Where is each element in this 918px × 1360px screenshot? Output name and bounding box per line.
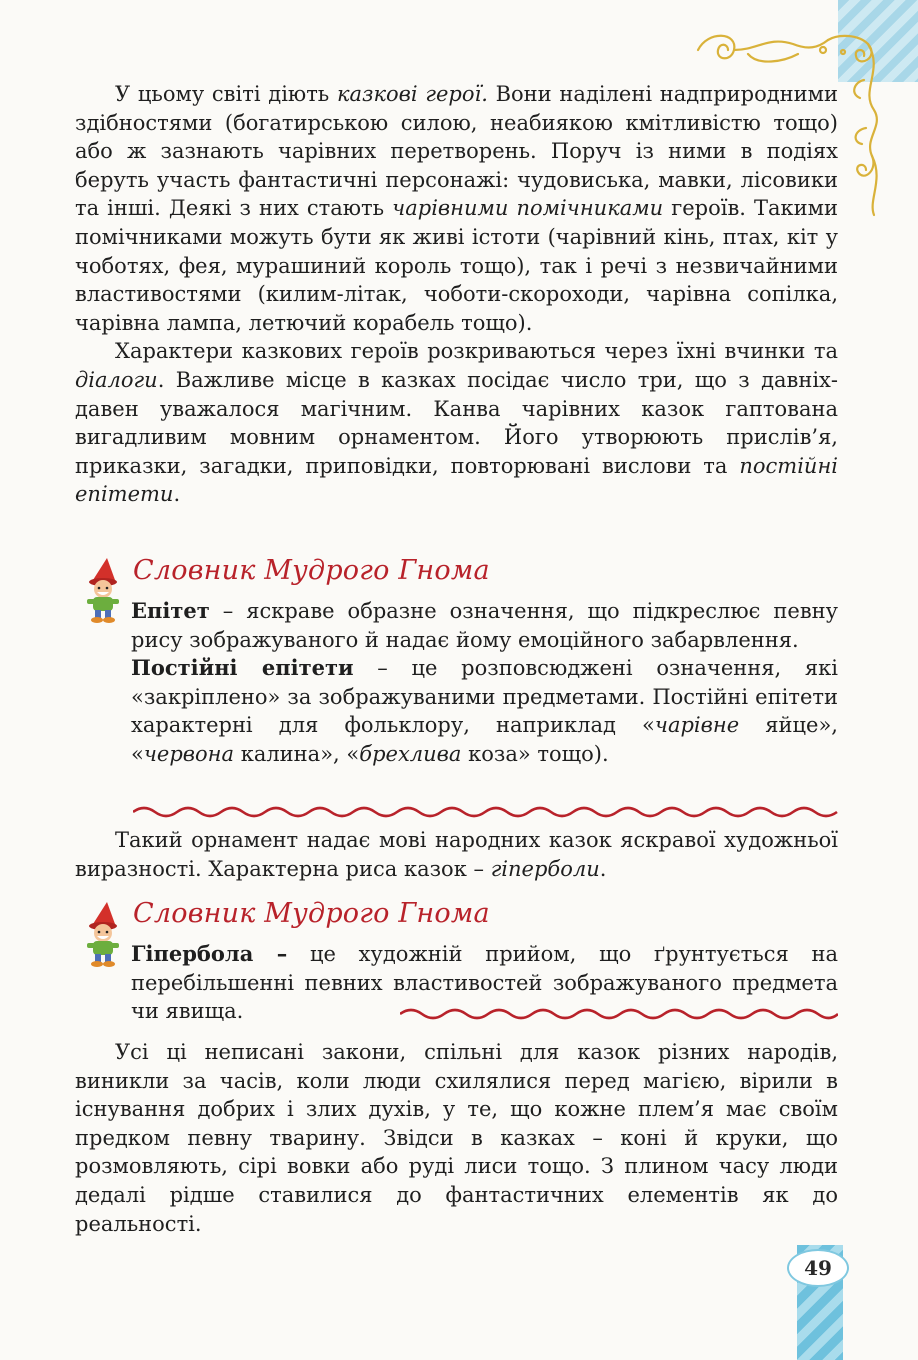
page-number: 49 xyxy=(787,1249,849,1287)
dictionary-heading: Словник Мудрого Гнома xyxy=(133,898,490,929)
text-span: Усі ці неписані закони, спільні для казок різних народів, виникли за часів, коли люди схилялися перед магією, вірили в існування добрих і злих духів, у те, що кожне плем’я має своїм предком певну тварину. Звідси в казках – коні й круки, що розмовляють, сірі вовки або руді лиси тощо. З плином часу люди дедалі рідше ставилися до фантастичних елементів як до реальності. xyxy=(75,1040,838,1236)
paragraph-heroes xyxy=(75,80,838,337)
definition-text: – це розповсюджені означення, які «закріплено» за зображуваними предметами. Постійні епітети характерні для фольклору, наприклад « xyxy=(131,656,838,738)
definition-epithet xyxy=(131,597,838,654)
definition-text: яйце», « xyxy=(131,713,838,766)
definition-text: – яскраве образне означення, що підкреслює певну рису зображуваного й надає йому емоційного забарвлення. xyxy=(131,599,838,652)
text-span: Вони наділені надприродними здібностями (богатирською силою, неабиякою кмітливістю тощо) або ж зазнають чарівних перетворень. Поруч із ними в подіях беруть участь фантастичні персонажі: чудовиська, мавки, лісовики та інші. Деякі з них стають xyxy=(75,82,838,221)
ornament-text xyxy=(75,826,838,883)
dictionary-entries xyxy=(131,597,838,769)
intro-text xyxy=(75,80,838,509)
gnome-icon xyxy=(79,902,127,968)
italic-term: брехлива xyxy=(359,741,462,766)
italic-term: постійні епітети xyxy=(75,453,838,507)
text-span: У цьому світі діють xyxy=(115,82,337,106)
text-span: . xyxy=(599,856,607,881)
italic-term: червона xyxy=(143,741,235,766)
paragraph-unwritten-laws xyxy=(75,1038,838,1238)
text-span: . Важливе місце в казках посідає число три, що з давніх-давен уважалося магічним. Канва чарівних казок гаптована вигадливим мовним орнаментом. Його утворюють прислів’я, приказки, загадки, приповідки, повторювані вислови та xyxy=(75,367,838,478)
text-span: Характери казкових героїв розкриваються через їхні вчинки та xyxy=(115,339,838,364)
closing-text xyxy=(75,1038,838,1238)
text-span: Такий орнамент надає мові народних казок яскравої художньої виразності. Характерна риса казок – xyxy=(75,828,838,881)
dictionary-heading: Словник Мудрого Гнома xyxy=(133,555,490,586)
wavy-divider xyxy=(400,1006,838,1022)
paragraph-ornament xyxy=(75,826,838,883)
italic-term: чарівне xyxy=(654,713,740,738)
italic-term: гіперболи xyxy=(490,856,600,881)
italic-term: казкові герої. xyxy=(336,82,488,106)
definition-text: це художній прийом, що ґрунтується на перебільшенні певних властивостей зображуваного предмета чи явища. xyxy=(131,942,838,1024)
term: Постійні епітети xyxy=(131,655,354,681)
definition-text: коза» тощо). xyxy=(461,741,609,766)
definition-text: калина», « xyxy=(234,741,360,766)
paragraph-characters xyxy=(75,337,838,509)
gnome-icon xyxy=(79,558,127,624)
text-span: . xyxy=(173,482,181,507)
italic-term: чарівними помічниками xyxy=(392,196,664,221)
term: Гіпербола – xyxy=(131,941,288,966)
wavy-divider xyxy=(133,804,838,820)
text-span: героїв. Такими помічниками можуть бути як живі істоти (чарівний кінь, птах, кіт у чоботях, фея, мурашиний король тощо), так і речі з незвичайними властивостями (килим-літак, чоботи-скороходи, чарівна сопілка, чарівна лампа, летючий корабель тощо). xyxy=(75,196,839,335)
definition-constant-epithets xyxy=(131,654,838,768)
term: Епітет xyxy=(131,598,210,623)
italic-term: діалоги xyxy=(75,367,158,392)
